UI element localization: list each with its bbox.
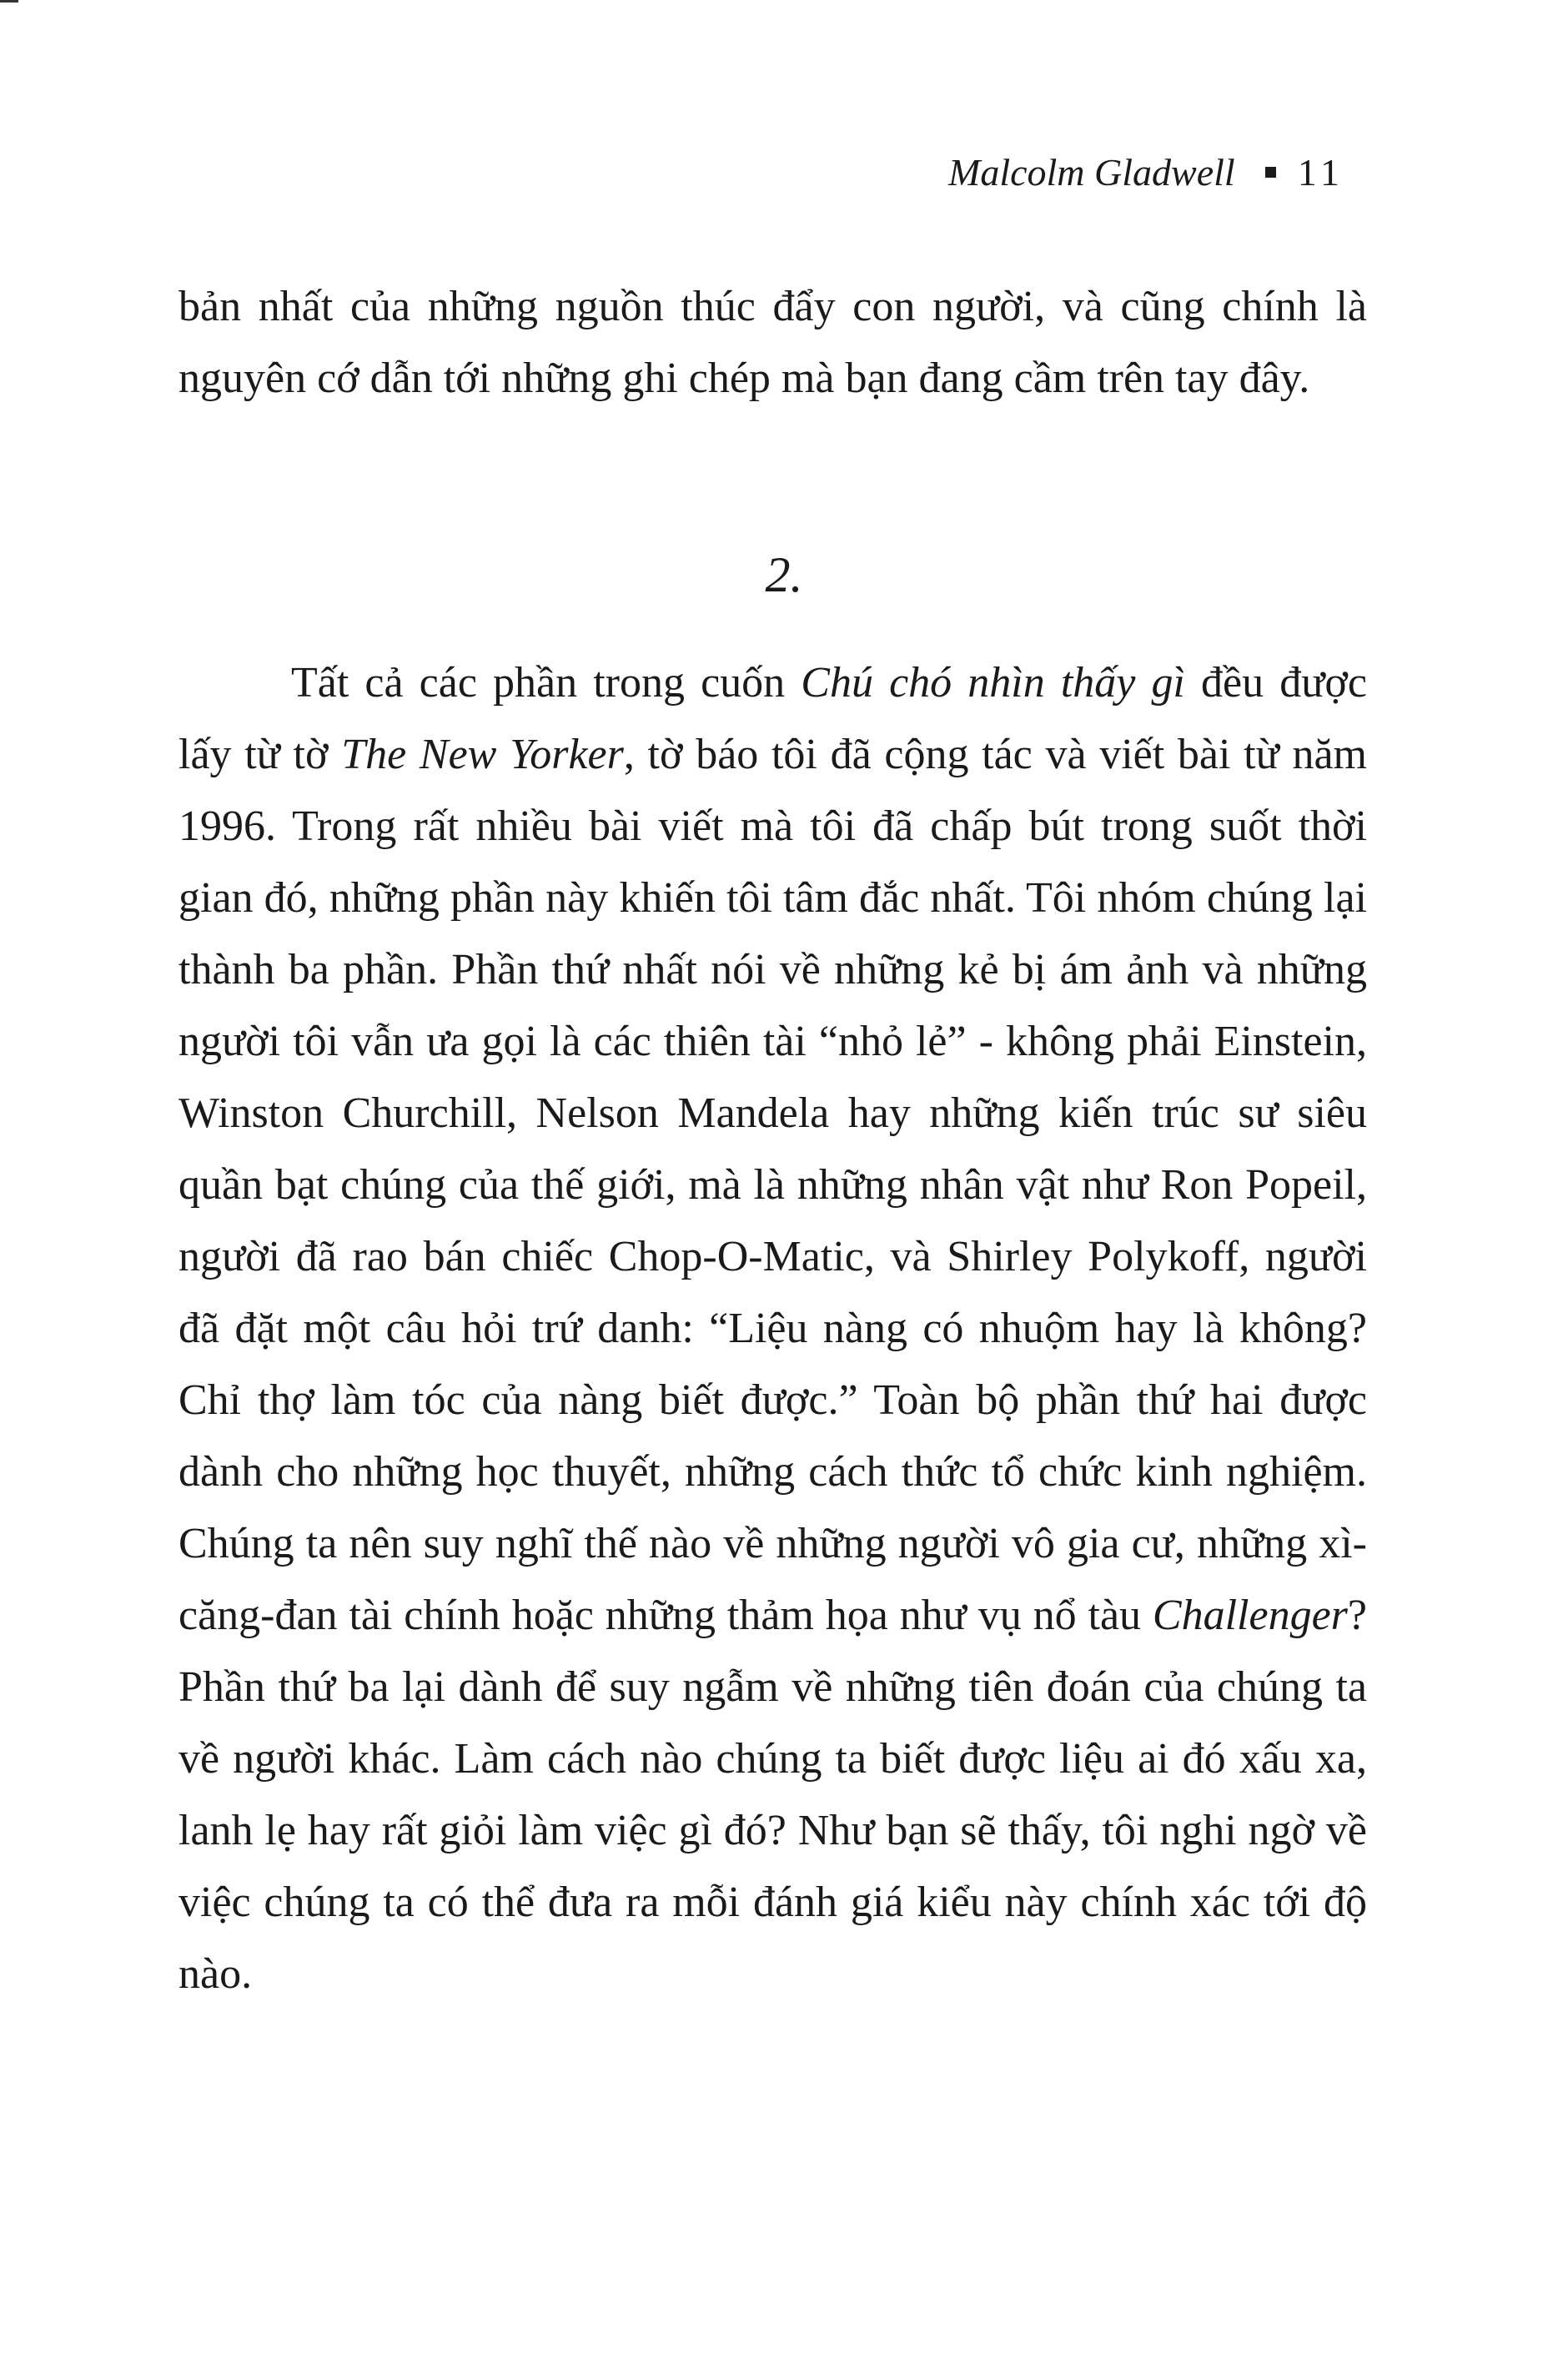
paragraph-continuation: bản nhất của những nguồn thúc đẩy con người, và cũng chính là nguyên cớ dẫn tới những ghi chép mà bạn đang cầm trên tay đây. [178, 283, 1367, 402]
paragraph-text: Tất cả các phần trong cuốn [291, 659, 802, 707]
square-bullet-icon [1265, 167, 1276, 178]
paragraph-main [178, 647, 1367, 2010]
running-header [948, 150, 1344, 194]
page-number: 11 [1297, 151, 1344, 194]
paragraph-text: đều được lấy từ tờ [178, 659, 1368, 778]
section-number: 2. [765, 547, 803, 602]
shuttle-name: Challenger [1152, 1592, 1348, 1639]
paragraph-text: , tờ báo tôi đã cộng tác và viết bài từ năm 1996. Trong rất nhiều bài viết mà tôi đã chấp bút trong suốt thời gian đó, những phần này khiến tôi tâm đắc nhất. Tôi nhóm chúng lại thành ba phần. Phần thứ nhất nói về những kẻ bị ám ảnh và những người tôi vẫn ưa gọi là các thiên tài “nhỏ lẻ” - không phải Einstein, Winston Churchill, Nelson Mandela hay những kiến trúc sư siêu quần bạt chúng của thế giới, mà là những nhân vật như Ron Popeil, người đã rao bán chiếc Chop-O-Matic, và Shirley Polykoff, người đã đặt một câu hỏi trứ danh: “Liệu nàng có nhuộm hay là không? Chỉ thợ làm tóc của nàng biết được.” Toàn bộ phần thứ hai được dành cho những học thuyết, những cách thức tổ chức kinh nghiệm. Chúng ta nên suy nghĩ thế nào về những người vô gia cư, những xì-căng-đan tài chính hoặc những thảm họa như vụ nổ tàu [178, 731, 1367, 1639]
paragraph-text: ? Phần thứ ba lại dành để suy ngẫm về những tiên đoán của chúng ta về người khác. Làm cách nào chúng ta biết được liệu ai đó xấu xa, lanh lẹ hay rất giỏi làm việc gì đó? Như bạn sẽ thấy, tôi nghi ngờ về việc chúng ta có thể đưa ra mỗi đánh giá kiểu này chính xác tới độ nào. [178, 1592, 1367, 1998]
scan-corner-mark [0, 0, 18, 3]
header-author: Malcolm Gladwell [948, 151, 1235, 194]
book-title: Chú chó nhìn thấy gì [801, 659, 1185, 707]
magazine-title: The New Yorker [341, 731, 624, 778]
